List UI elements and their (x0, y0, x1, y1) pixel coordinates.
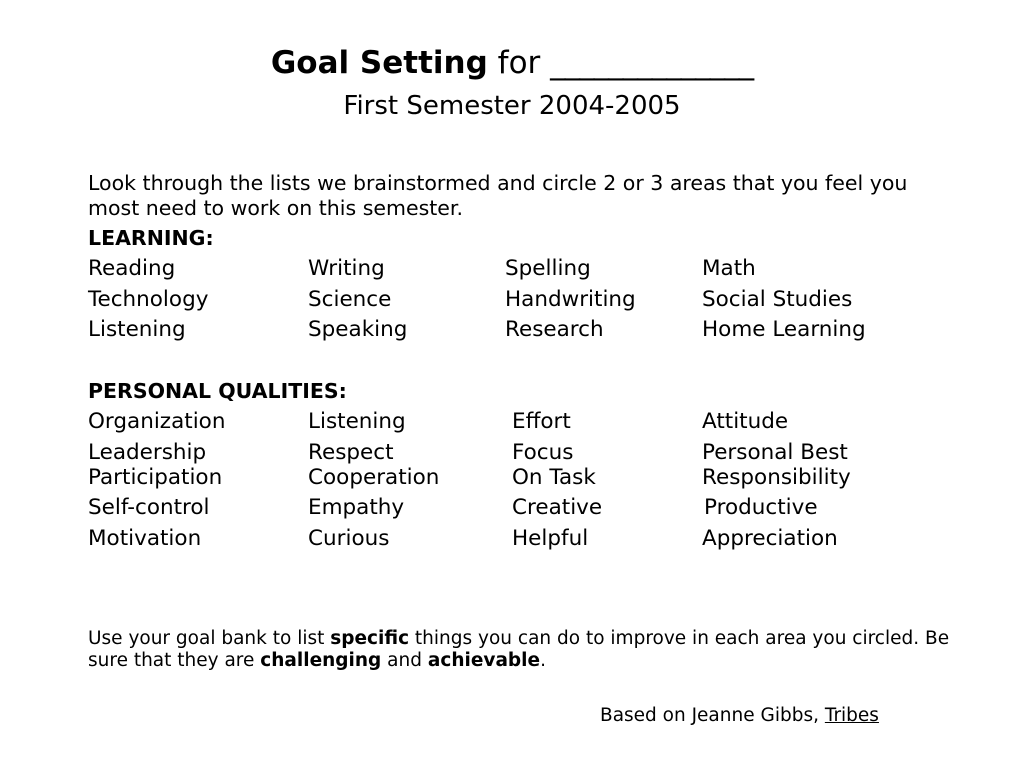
intro-text: Look through the lists we brainstormed and circle 2 or 3 areas that you feel you most need to work on this semester. (88, 171, 908, 220)
instructions-part: . (540, 650, 546, 671)
quality-item: Helpful (512, 526, 589, 551)
quality-item: Productive (704, 495, 818, 520)
quality-item: Appreciation (702, 526, 838, 551)
quality-item: Participation (88, 465, 223, 490)
instructions-text (88, 628, 958, 672)
learning-item: Writing (308, 256, 385, 281)
quality-item: Focus (512, 440, 574, 465)
learning-item: Social Studies (702, 287, 853, 312)
learning-item: Handwriting (505, 287, 636, 312)
quality-item: Leadership (88, 440, 207, 465)
instructions-part: and (381, 650, 428, 671)
learning-item: Spelling (505, 256, 591, 281)
learning-item: Speaking (308, 317, 408, 342)
learning-heading: LEARNING: (88, 226, 214, 250)
credit-text: Based on Jeanne Gibbs, (600, 705, 825, 726)
quality-item: Listening (308, 409, 406, 434)
emphasis-achievable: achievable (427, 650, 541, 671)
quality-item: Personal Best (702, 440, 848, 465)
quality-item: Empathy (308, 495, 405, 520)
instructions-part: things you can do to improve in each area you circled. Be sure that they are (88, 628, 950, 671)
emphasis-challenging: challenging (260, 650, 382, 671)
quality-item: Organization (88, 409, 226, 434)
page-title (0, 40, 1024, 86)
quality-item: Effort (512, 409, 571, 434)
quality-item: Curious (308, 526, 390, 551)
learning-item: Research (505, 317, 604, 342)
page-subtitle: First Semester 2004-2005 (343, 91, 681, 121)
learning-item: Listening (88, 317, 186, 342)
quality-item: Self-control (88, 495, 210, 520)
title-for: for (487, 45, 551, 81)
quality-item: On Task (512, 465, 596, 490)
quality-item: Attitude (702, 409, 789, 434)
book-title: Tribes (824, 705, 879, 726)
learning-item: Technology (88, 287, 209, 312)
title-bold: Goal Setting (270, 45, 488, 81)
personal-qualities-heading: PERSONAL QUALITIES: (88, 379, 347, 403)
quality-item: Respect (308, 440, 394, 465)
source-credit (600, 704, 879, 728)
learning-item: Math (702, 256, 756, 281)
learning-item: Reading (88, 256, 176, 281)
quality-item: Creative (512, 495, 603, 520)
quality-item: Cooperation (308, 465, 440, 490)
instructions-part: Use your goal bank to list (88, 628, 331, 649)
quality-item: Responsibility (702, 465, 851, 490)
learning-item: Science (308, 287, 392, 312)
quality-item: Motivation (88, 526, 202, 551)
learning-item: Home Learning (702, 317, 866, 342)
emphasis-specific: specific (330, 628, 410, 649)
name-blank: ______________ (550, 45, 754, 81)
